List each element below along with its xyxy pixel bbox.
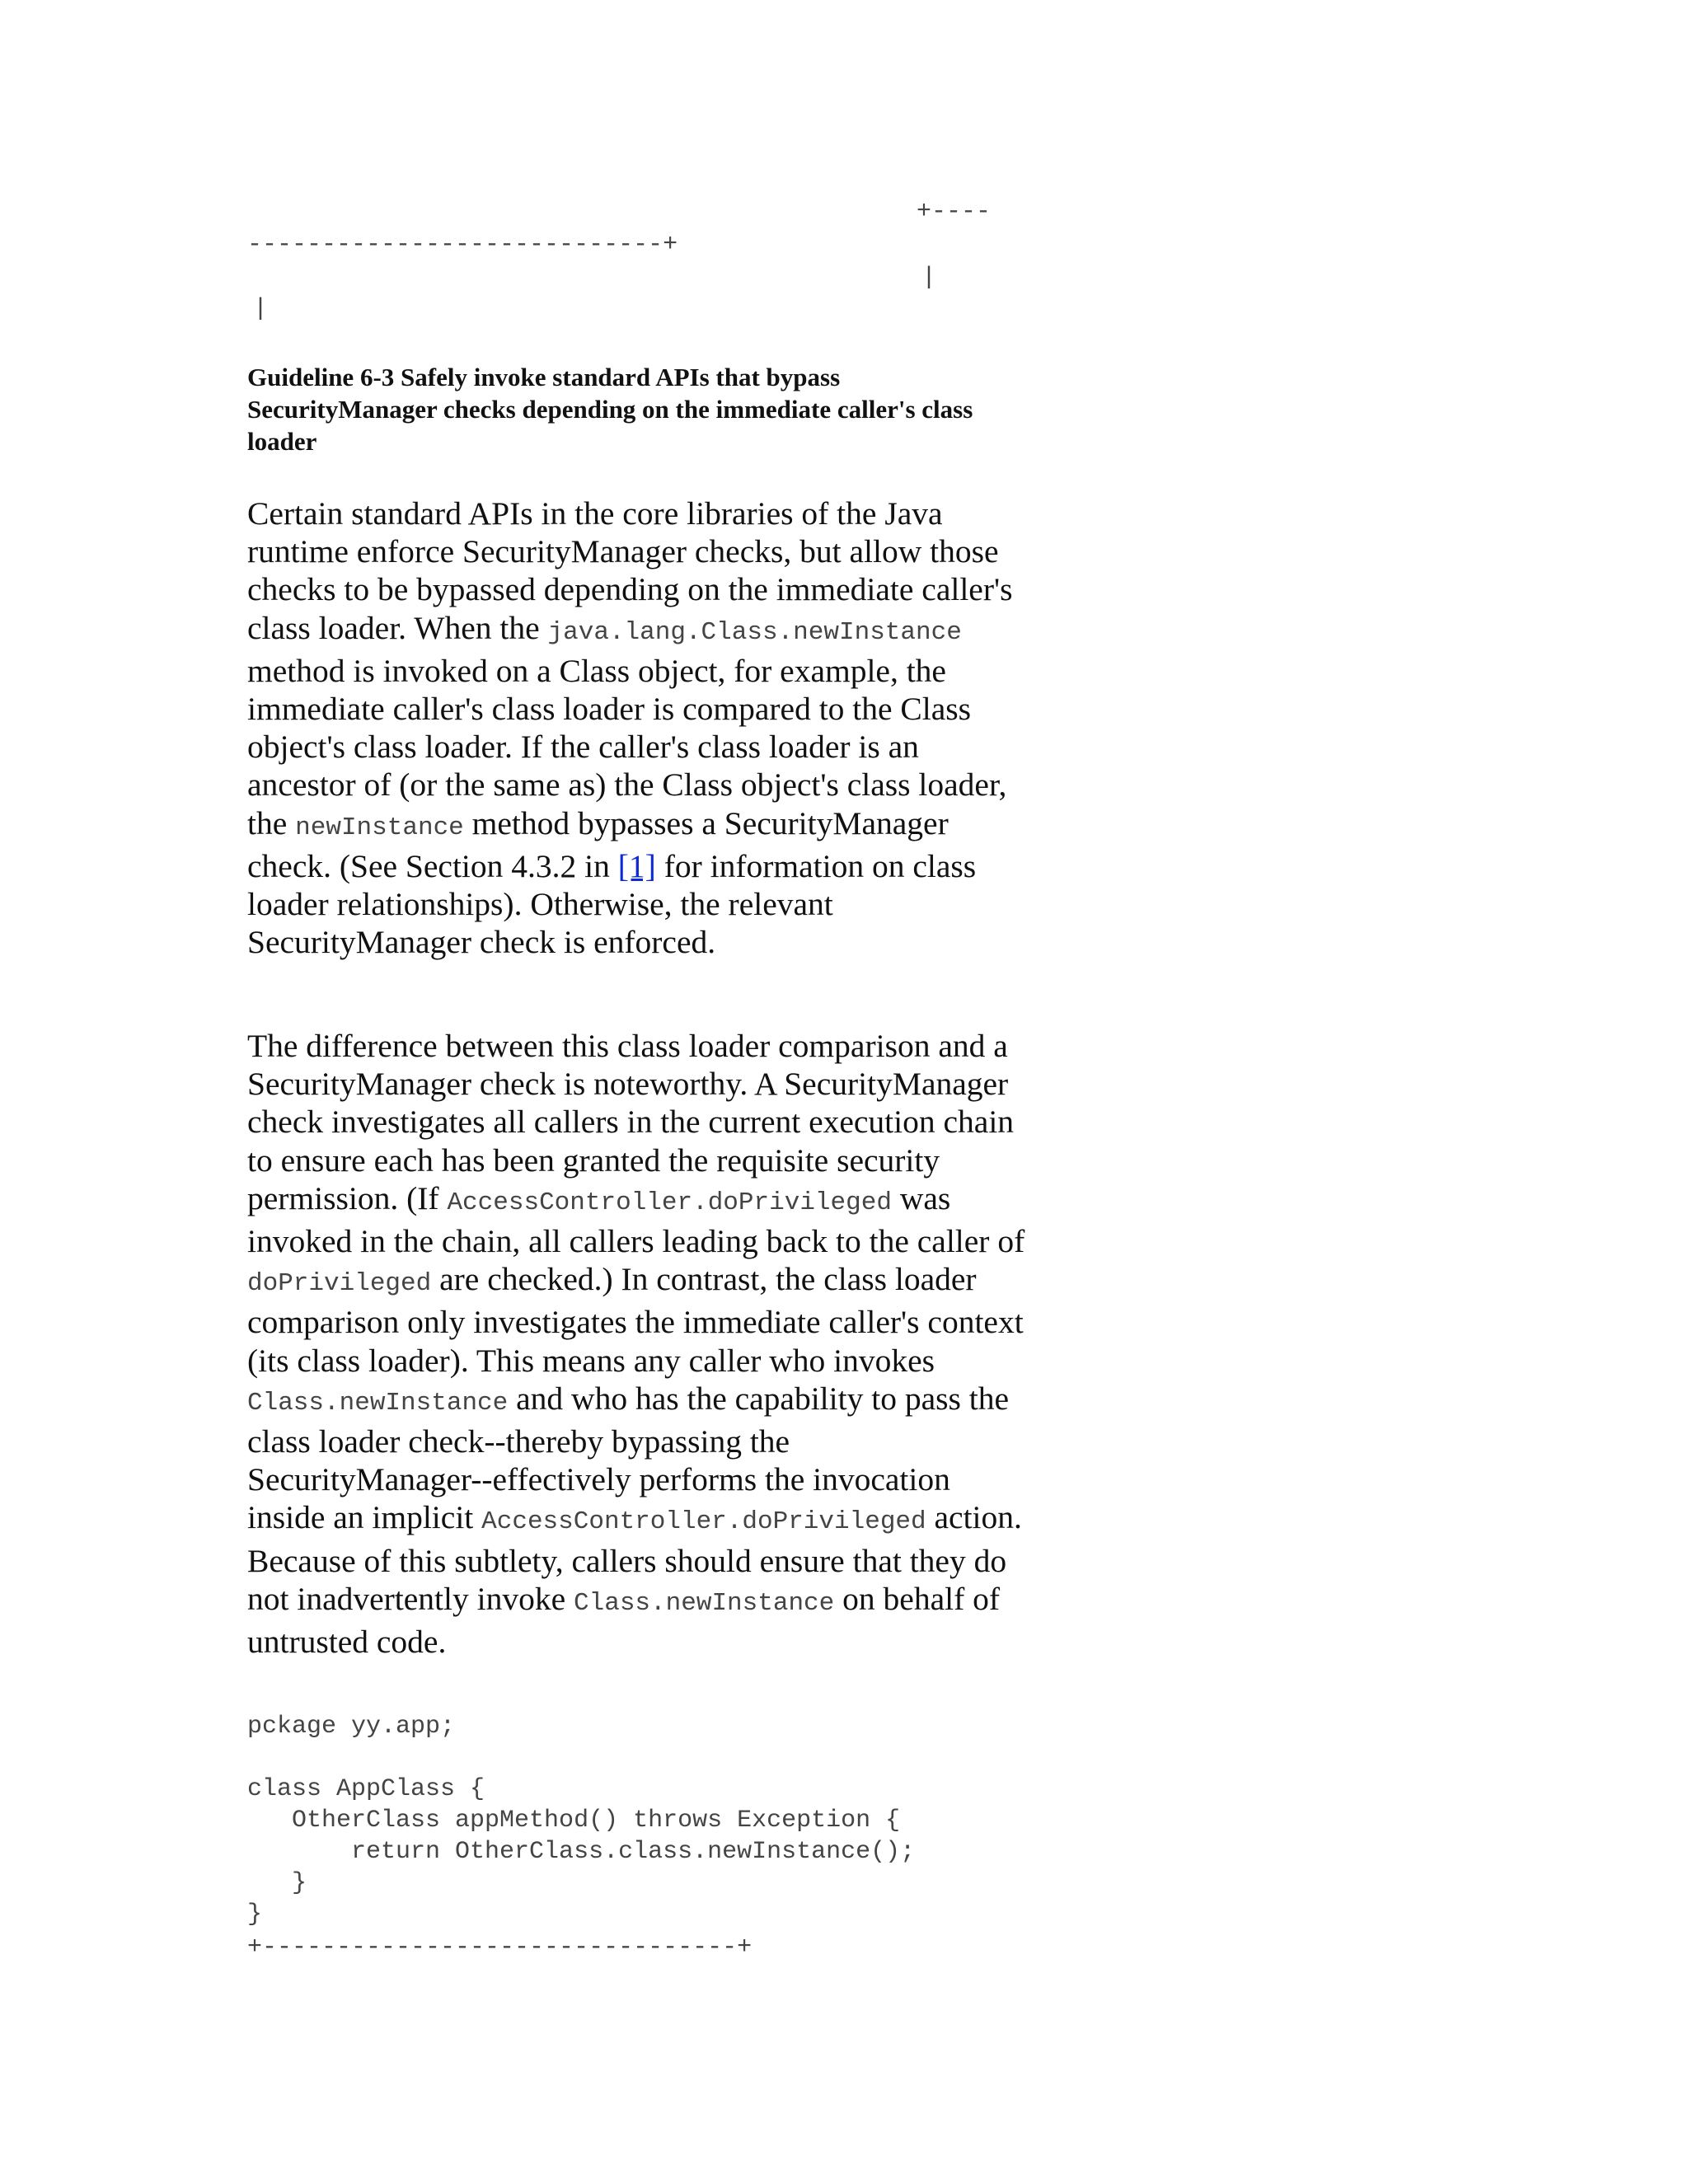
ascii-border-bar-left: | [253, 295, 269, 323]
inline-code: AccessController.doPrivileged [481, 1507, 926, 1537]
inline-code: java.lang.Class.newInstance [547, 617, 962, 647]
inline-code: AccessController.doPrivileged [447, 1188, 892, 1217]
inline-code: Class.newInstance [574, 1588, 835, 1618]
text-segment: action. Because of this subtlety, callers should ensure that they do not inadvertently invoke [247, 1499, 1022, 1617]
paragraph-class-loader-bypass [247, 494, 1030, 961]
inline-code: newInstance [295, 813, 464, 842]
text-segment: for information on class loader relationships). Otherwise, the relevant SecurityManager check is enforced. [247, 847, 977, 961]
reference-link[interactable]: [1] [617, 847, 656, 884]
ascii-border-top-plus: +---- [917, 198, 992, 226]
text-segment: are checked.) In contrast, the class loader comparison only investigates the immediate caller's context (its class loader). This means any caller who invokes [247, 1261, 1024, 1379]
inline-code: doPrivileged [247, 1269, 432, 1299]
text-segment: method is invoked on a Class object, for example, the immediate caller's class loader is compared to the Class object's class loader. If the caller's class loader is an ancestor of (or the same as) the Class object's class loader, the [247, 652, 1007, 841]
text-segment: The difference between this class loader comparison and a SecurityManager check is noteworthy. A SecurityManager check investigates all callers in the current execution chain to ensure each has been granted the requisite security permission. (If [247, 1028, 1015, 1216]
paragraph-comparison-difference [247, 1027, 1030, 1661]
ascii-border-bottom: +--------------------------------+ [247, 1933, 753, 1961]
text-segment: method bypasses a SecurityManager check. (See Section 4.3.2 in [247, 804, 949, 884]
ascii-border-bar-right: | [921, 264, 937, 292]
code-example: pckage yy.app; class AppClass { OtherClass appMethod() throws Exception { return OtherClass.class.newInstance(); } } [247, 1713, 916, 1929]
text-segment: Certain standard APIs in the core libraries of the Java runtime enforce SecurityManager checks, but allow those checks to be bypassed depending on the immediate caller's class loader. When the [247, 495, 1013, 646]
inline-code: Class.newInstance [247, 1388, 509, 1418]
text-segment: on behalf of untrusted code. [247, 1580, 1001, 1661]
ascii-border-top-dashes: ----------------------------+ [247, 231, 678, 259]
text-segment: was invoked in the chain, all callers leading back to the caller of [247, 1179, 1025, 1260]
guideline-heading: Guideline 6-3 Safely invoke standard APIs that bypass SecurityManager checks depending on the immediate caller's class loader [247, 363, 973, 456]
text-segment: and who has the capability to pass the class loader check--thereby bypassing the SecurityManager--effectively performs the invocation inside an implicit [247, 1380, 1009, 1536]
